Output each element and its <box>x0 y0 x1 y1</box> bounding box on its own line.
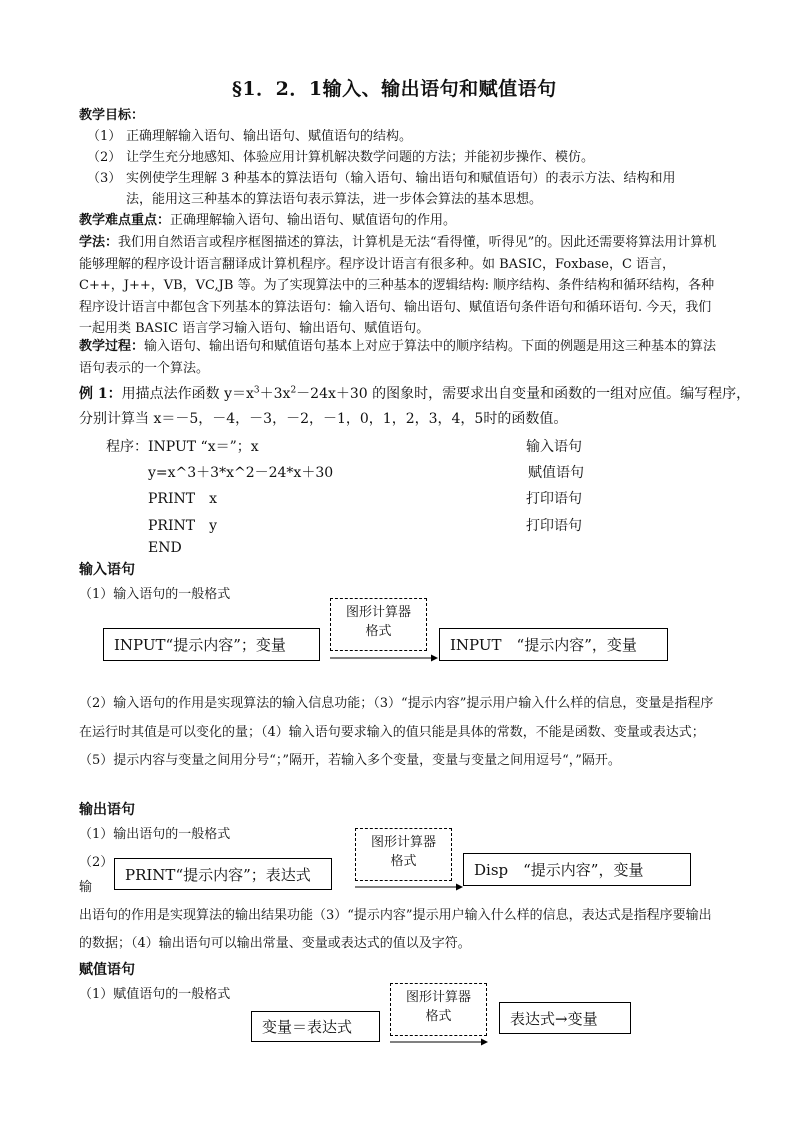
key-points <box>79 211 456 231</box>
output-prefix-1: （2） <box>79 855 114 870</box>
key-points-text: 正确理解输入语句、输出语句、赋值语句的作用。 <box>170 213 457 228</box>
output-calc-line-1: 图形计算器 <box>370 835 436 850</box>
program-label: 程序： <box>106 439 148 455</box>
example-line-1 <box>79 384 750 404</box>
assign-calc-line-2: 格式 <box>425 1009 452 1024</box>
assign-format-label: （1）赋值语句的一般格式 <box>79 987 231 1002</box>
objective-text-1: 正确理解输入语句、输出语句、赋值语句的结构。 <box>126 129 413 144</box>
output-arrow <box>355 882 465 892</box>
output-calc-line-2: 格式 <box>390 854 417 869</box>
method-text: 我们用自然语言或程序框图描述的算法，计算机是无法“看得懂，听得见”的。因此还需要将算法用计算机能够理解的程序设计语言翻译成计算机程序。程序设计语言有很多种。如 BASIC，Foxbase，C 语言，C++，J++，VB，VC,JB 等。为了实现算法中的三种基本的逻辑结构: 顺序结构、条件结构和循环结构，各种程序设计语言中都包含下列基本的算法语句：输入语句、输出语句、赋值语句条件语句和循环语句. 今天，我们一起用类 BASIC 语言学习输入语句、输出语句、赋值语句。 <box>79 235 717 336</box>
key-points-label: 教学难点重点： <box>79 213 171 228</box>
objective-text-3-cont: 法，能用这三种基本的算法语句表示算法，进一步体会算法的基本思想。 <box>126 192 543 207</box>
program-line-2: y=x^3＋3*x^2－24*x＋30 <box>148 465 334 481</box>
output-calc-box <box>355 828 452 881</box>
process-paragraph <box>79 336 719 379</box>
output-left-box: PRINT“提示内容”；表达式 <box>114 858 332 890</box>
program-line-1: INPUT “x＝”；x <box>148 439 259 455</box>
example-line-2: 分别计算当 x＝－5，－4，－3，－2，－1，0，1，2，3，4，5时的函数值。 <box>79 411 568 427</box>
example-text-a: 用描点法作函数 y＝x <box>121 386 254 402</box>
objective-num-1: （1） <box>87 129 122 144</box>
method-paragraph <box>79 232 719 340</box>
program-comment-2: 赋值语句 <box>528 465 584 481</box>
process-label: 教学过程： <box>79 339 145 354</box>
example-label: 例 1： <box>79 386 122 402</box>
output-right-box: Disp “提示内容”，变量 <box>463 853 691 886</box>
objectives-label: 教学目标： <box>79 108 145 123</box>
input-right-box: INPUT “提示内容”，变量 <box>439 628 668 661</box>
output-description: 出语句的作用是实现算法的输出结果功能（3）“提示内容”提示用户输入什么样的信息，表达式是指程序要输出的数据；（4）输出语句可以输出常量、变量或表达式的值以及字符。 <box>79 908 712 951</box>
input-description: （2）输入语句的作用是实现算法的输入信息功能；（3）“提示内容”提示用户输入什么样的信息，变量是指程序在运行时其值是可以变化的量；（4）输入语句要求输入的值只能是具体的常数，不能是函数、变量或表达式；（5）提示内容与变量之间用分号“；”隔开，若输入多个变量，变量与变量之间用逗号“，”隔开。 <box>79 696 714 768</box>
exponent-2: 2 <box>290 385 297 396</box>
process-text: 输入语句、输出语句和赋值语句基本上对应于算法中的顺序结构。下面的例题是用这三种基本的算法语句表示的一个算法。 <box>79 339 717 376</box>
output-prefix-2: 输 <box>79 880 93 895</box>
input-calc-box <box>330 598 427 651</box>
objective-num-3: （3） <box>87 171 122 186</box>
assign-arrow <box>390 1037 490 1047</box>
input-format-label: （1）输入语句的一般格式 <box>79 587 231 602</box>
program-line-4: PRINT y <box>148 518 217 534</box>
assign-left-box: 变量＝表达式 <box>251 1011 380 1042</box>
objective-text-3: 实例使学生理解 3 种基本的算法语句（输入语句、输出语句和赋值语句）的表示方法、结构和用 <box>126 171 676 186</box>
assign-calc-box <box>390 983 487 1036</box>
assign-right-box: 表达式→变量 <box>499 1002 631 1034</box>
program-line-3: PRINT x <box>148 491 217 507</box>
program-comment-3: 打印语句 <box>526 491 582 507</box>
program-comment-4: 打印语句 <box>526 518 582 534</box>
assign-heading: 赋值语句 <box>79 962 135 978</box>
program-line-5: END <box>148 540 182 556</box>
input-arrow <box>330 653 440 663</box>
exponent-3: 3 <box>253 385 260 396</box>
example-text-c: －24x＋30 的图象时，需要求出自变量和函数的一组对应值。编写程序， <box>296 386 751 402</box>
program-comment-1: 输入语句 <box>526 439 582 455</box>
page-title: §1．2．1输入、输出语句和赋值语句 <box>232 78 557 100</box>
example-text-b: ＋3x <box>259 386 291 402</box>
objective-num-2: （2） <box>87 150 122 165</box>
assign-calc-line-1: 图形计算器 <box>405 990 471 1005</box>
method-label: 学法： <box>79 235 119 250</box>
output-format-label: （1）输出语句的一般格式 <box>79 827 231 842</box>
output-heading: 输出语句 <box>79 802 135 818</box>
input-left-box: INPUT“提示内容”；变量 <box>103 628 320 661</box>
input-calc-line-2: 格式 <box>365 624 392 639</box>
input-heading: 输入语句 <box>79 562 135 578</box>
objective-text-2: 让学生充分地感知、体验应用计算机解决数学问题的方法；并能初步操作、模仿。 <box>126 150 595 165</box>
input-calc-line-1: 图形计算器 <box>345 605 411 620</box>
